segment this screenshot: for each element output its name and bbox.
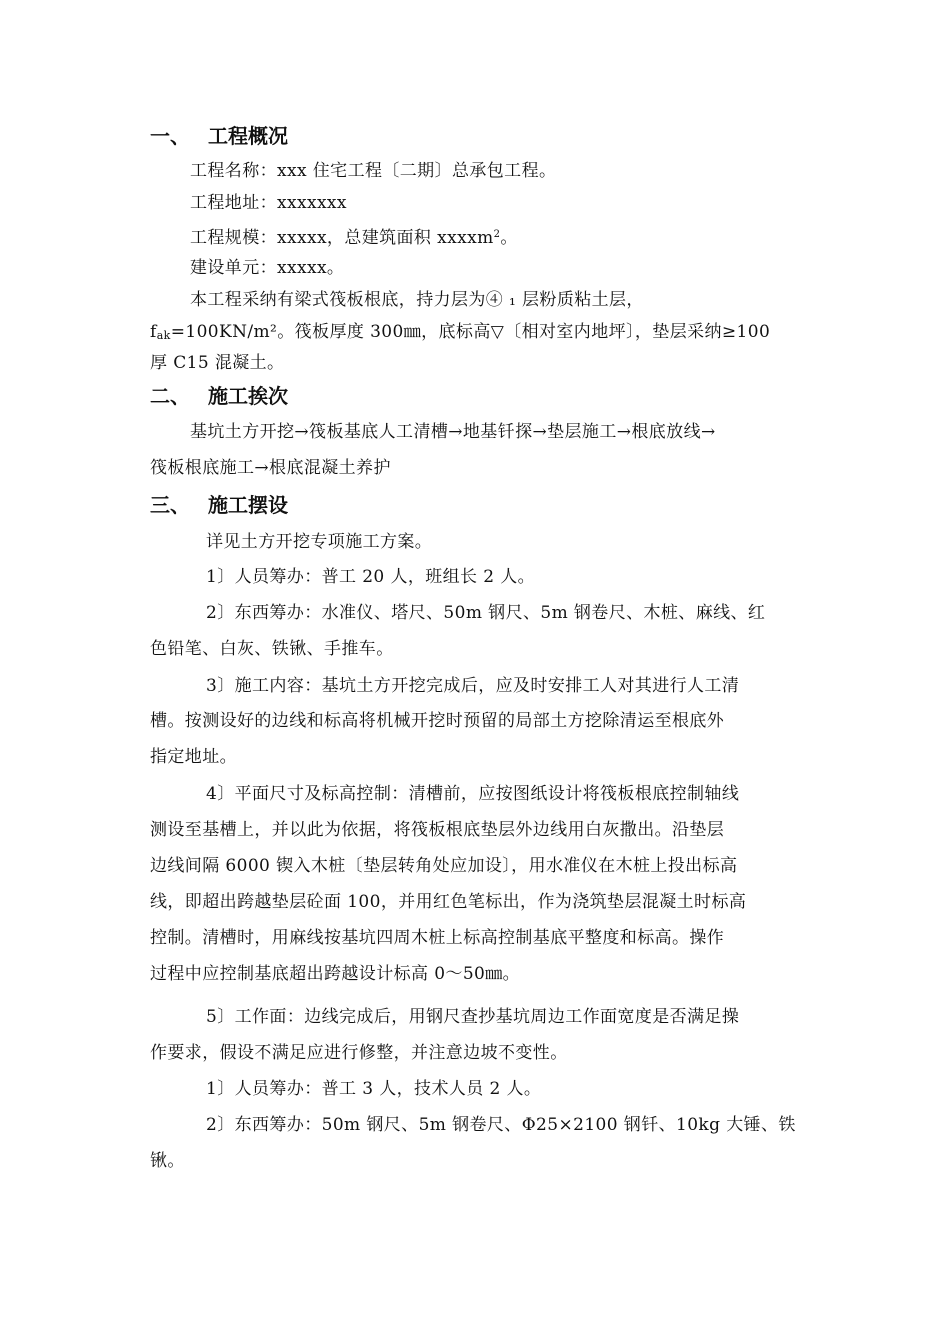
item-tools2-line-2: 锹。 — [150, 1151, 185, 1171]
section-heading-overview — [150, 122, 288, 150]
section-heading-arrangement — [150, 491, 288, 519]
section-number: 三、 — [150, 493, 190, 517]
item-personnel: 1〕人员筹办：普工 20 人，班组长 2 人。 — [206, 567, 536, 587]
project-scale-suffix: 。 — [500, 228, 518, 248]
section-title: 施工摆设 — [208, 493, 288, 517]
project-scale-text: 工程规模：xxxxx，总建筑面积 xxxxm — [190, 228, 494, 248]
item-personnel-2: 1〕人员筹办：普工 3 人，技术人员 2 人。 — [206, 1079, 542, 1099]
item-workface-line-1: 5〕工作面：边线完成后，用钢尺查抄基坑周边工作面宽度是否满足操 — [206, 1007, 740, 1027]
overview-paragraph-line-2 — [150, 320, 770, 348]
section-title: 施工挨次 — [208, 384, 288, 408]
item-content-line-2: 槽。按测设好的边线和标高将机械开挖时预留的局部土方挖除清运至根底外 — [150, 711, 725, 731]
fak-symbol: f — [150, 322, 157, 342]
item-tools2-line-1: 2〕东西筹办：50m 钢尺、5m 钢卷尺、Φ25×2100 钢钎、10kg 大锤、铁 — [206, 1115, 796, 1135]
item-content-line-1: 3〕施工内容：基坑土方开挖完成后，应及时安排工人对其进行人工清 — [206, 676, 740, 696]
item-tools-line-2: 色铅笔、白灰、铁锹、手推车。 — [150, 639, 394, 659]
section-title: 工程概况 — [208, 124, 288, 148]
project-scale-line — [190, 223, 518, 250]
builder-line: 建设单元：xxxxx。 — [190, 258, 345, 278]
section-number: 二、 — [150, 384, 190, 408]
item-control-line-3: 边线间隔 6000 锲入木桩〔垫层转角处应加设〕，用水准仪在木桩上投出标高 — [150, 856, 738, 876]
item-control-line-5: 控制。清槽时，用麻线按基坑四周木桩上标高控制基底平整度和标高。操作 — [150, 928, 725, 948]
item-control-line-4: 线，即超出跨越垫层砼面 100，并用红色笔标出，作为浇筑垫层混凝土时标高 — [150, 892, 747, 912]
project-scale-sup: 2 — [493, 229, 501, 240]
project-name-line: 工程名称：xxx 住宅工程〔二期〕总承包工程。 — [190, 161, 557, 181]
item-content-line-3: 指定地址。 — [150, 747, 237, 767]
arrangement-intro: 详见土方开挖专项施工方案。 — [206, 532, 433, 552]
item-control-line-2: 测设至基槽上，并以此为依据，将筏板根底垫层外边线用白灰撒出。沿垫层 — [150, 820, 725, 840]
sequence-line-2: 筏板根底施工→根底混凝土养护 — [150, 458, 391, 478]
sequence-line-1: 基坑土方开挖→筏板基底人工清槽→地基钎探→垫层施工→根底放线→ — [190, 422, 716, 442]
overview-paragraph-line-1: 本工程采纳有梁式筏板根底，持力层为④ ₁ 层粉质粘土层， — [190, 290, 644, 310]
section-heading-sequence — [150, 382, 288, 410]
overview-paragraph-line-2-text: =100KN/m²。筏板厚度 300㎜，底标高▽〔相对室内地坪〕，垫层采纳≥100 — [170, 322, 771, 342]
overview-paragraph-line-3: 厚 C15 混凝土。 — [150, 353, 285, 373]
item-workface-line-2: 作要求，假设不满足应进行修整，并注意边坡不变性。 — [150, 1043, 568, 1063]
fak-subscript: ak — [156, 329, 171, 342]
section-number: 一、 — [150, 124, 190, 148]
project-address-line: 工程地址：xxxxxxx — [190, 193, 347, 213]
item-tools-line-1: 2〕东西筹办：水准仪、塔尺、50m 钢尺、5m 钢卷尺、木桩、麻线、红 — [206, 603, 766, 623]
item-control-line-6: 过程中应控制基底超出跨越设计标高 0～50㎜。 — [150, 964, 521, 984]
item-control-line-1: 4〕平面尺寸及标高控制：清槽前，应按图纸设计将筏板根底控制轴线 — [206, 784, 740, 804]
